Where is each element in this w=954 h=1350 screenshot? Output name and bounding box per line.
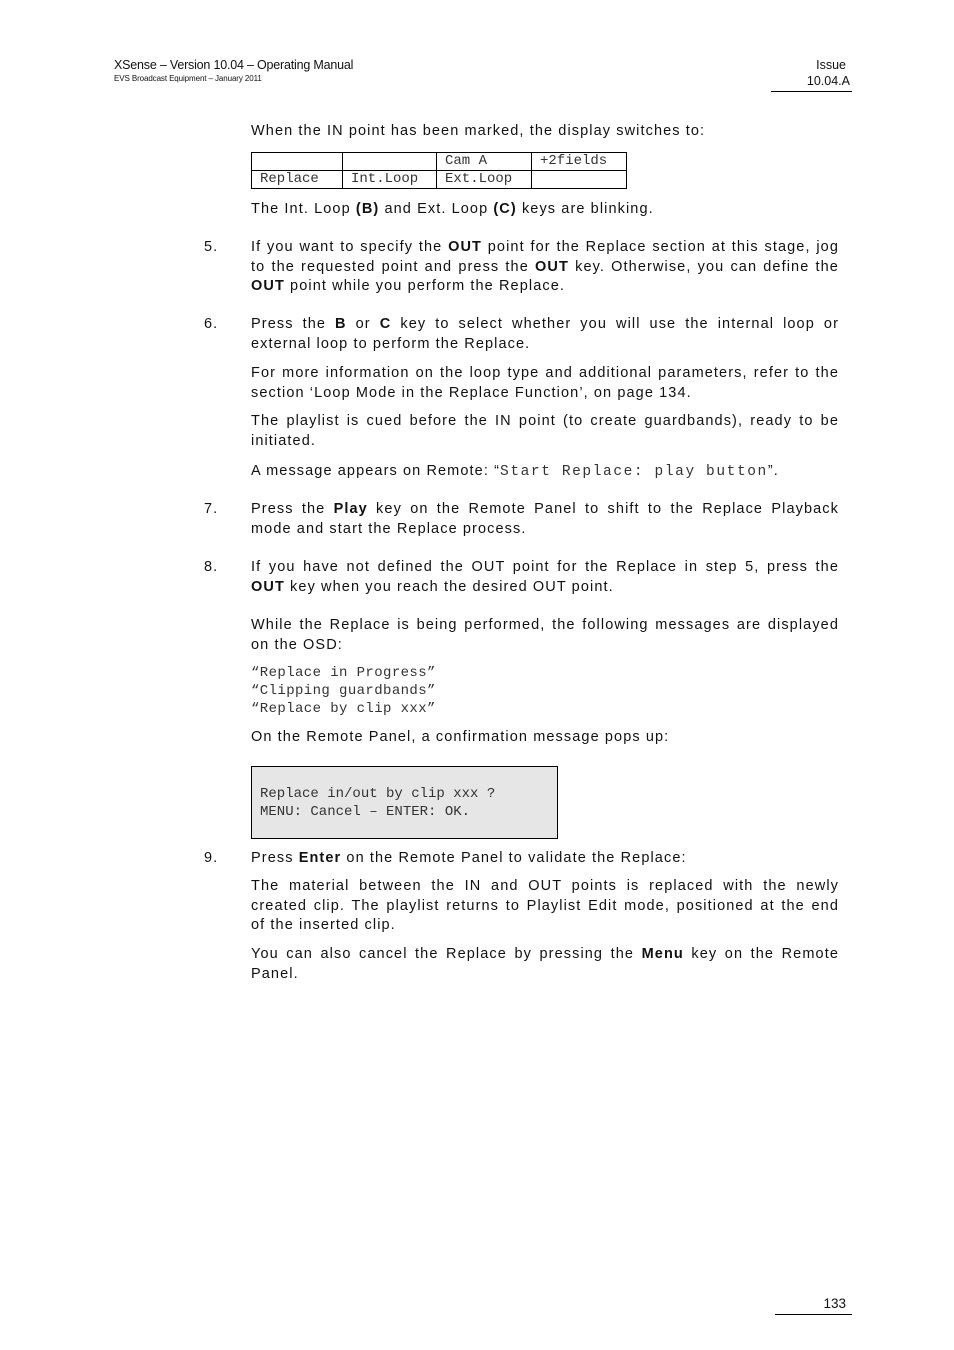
remote-message-paragraph: A message appears on Remote: “Start Replace: play button”.: [251, 463, 779, 480]
step-number: 7.: [204, 501, 219, 517]
osd-message: “Replace by clip xxx”: [251, 701, 436, 717]
step-number: 8.: [204, 559, 219, 575]
loop-info-paragraph: For more information on the loop type and additional parameters, refer to the section ‘Loop Mode in the Replace Function’, on page 134.: [251, 365, 839, 401]
issue-number: 10.04.A: [806, 74, 850, 88]
step-9-text: Press Enter on the Remote Panel to validate the Replace:: [251, 850, 687, 866]
document-subtitle: EVS Broadcast Equipment – January 2011: [114, 74, 262, 83]
cue-paragraph: The playlist is cued before the IN point (to create guardbands), ready to be initiated.: [251, 413, 839, 449]
confirmation-message-box: [251, 766, 558, 839]
lcd-cell: Ext.Loop: [437, 171, 532, 189]
lcd-cell: [343, 153, 437, 171]
material-replaced-paragraph: The material between the IN and OUT points is replaced with the newly created clip. The playlist returns to Playlist Edit mode, positioned at the end of the inserted clip.: [251, 878, 839, 933]
lcd-cell: Replace: [252, 171, 343, 189]
intro-paragraph: When the IN point has been marked, the display switches to:: [251, 123, 706, 139]
document-title: XSense – Version 10.04 – Operating Manual: [114, 58, 354, 72]
step-number: 6.: [204, 316, 219, 332]
step-8-text: If you have not defined the OUT point for the Replace in step 5, press the OUT key when you reach the desired OUT point.: [251, 559, 839, 595]
footer-rule: [775, 1314, 852, 1315]
lcd-cell: [532, 171, 627, 189]
confirmation-line: MENU: Cancel – ENTER: OK.: [260, 804, 471, 820]
page-number: 133: [823, 1296, 846, 1311]
lcd-row: [252, 171, 627, 189]
confirmation-intro: On the Remote Panel, a confirmation message pops up:: [251, 729, 670, 745]
lcd-display-table: [251, 152, 627, 189]
confirmation-line: Replace in/out by clip xxx ?: [260, 786, 496, 802]
header-rule: [771, 91, 852, 92]
step-number: 9.: [204, 850, 219, 866]
lcd-cell: [252, 153, 343, 171]
step-7-text: Press the Play key on the Remote Panel to shift to the Replace Playback mode and start the Replace process.: [251, 501, 839, 537]
cancel-paragraph: You can also cancel the Replace by pressing the Menu key on the Remote Panel.: [251, 946, 839, 982]
osd-message: “Clipping guardbands”: [251, 683, 436, 699]
step-number: 5.: [204, 239, 219, 255]
lcd-cell: Int.Loop: [343, 171, 437, 189]
issue-label: Issue: [816, 58, 846, 72]
step-6-text: Press the B or C key to select whether you will use the internal loop or external loop to perform the Replace.: [251, 316, 839, 352]
osd-intro-paragraph: While the Replace is being performed, the following messages are displayed on the OSD:: [251, 617, 839, 653]
step-5-text: If you want to specify the OUT point for the Replace section at this stage, jog to the requested point and press the OUT key. Otherwise, you can define the OUT point while you perform the Replace.: [251, 239, 839, 294]
lcd-cell: +2fields: [532, 153, 627, 171]
lcd-cell: Cam A: [437, 153, 532, 171]
osd-message: “Replace in Progress”: [251, 665, 436, 681]
blinking-keys-note: The Int. Loop (B) and Ext. Loop (C) keys are blinking.: [251, 201, 654, 217]
osd-messages: [251, 664, 436, 718]
lcd-row: [252, 153, 627, 171]
